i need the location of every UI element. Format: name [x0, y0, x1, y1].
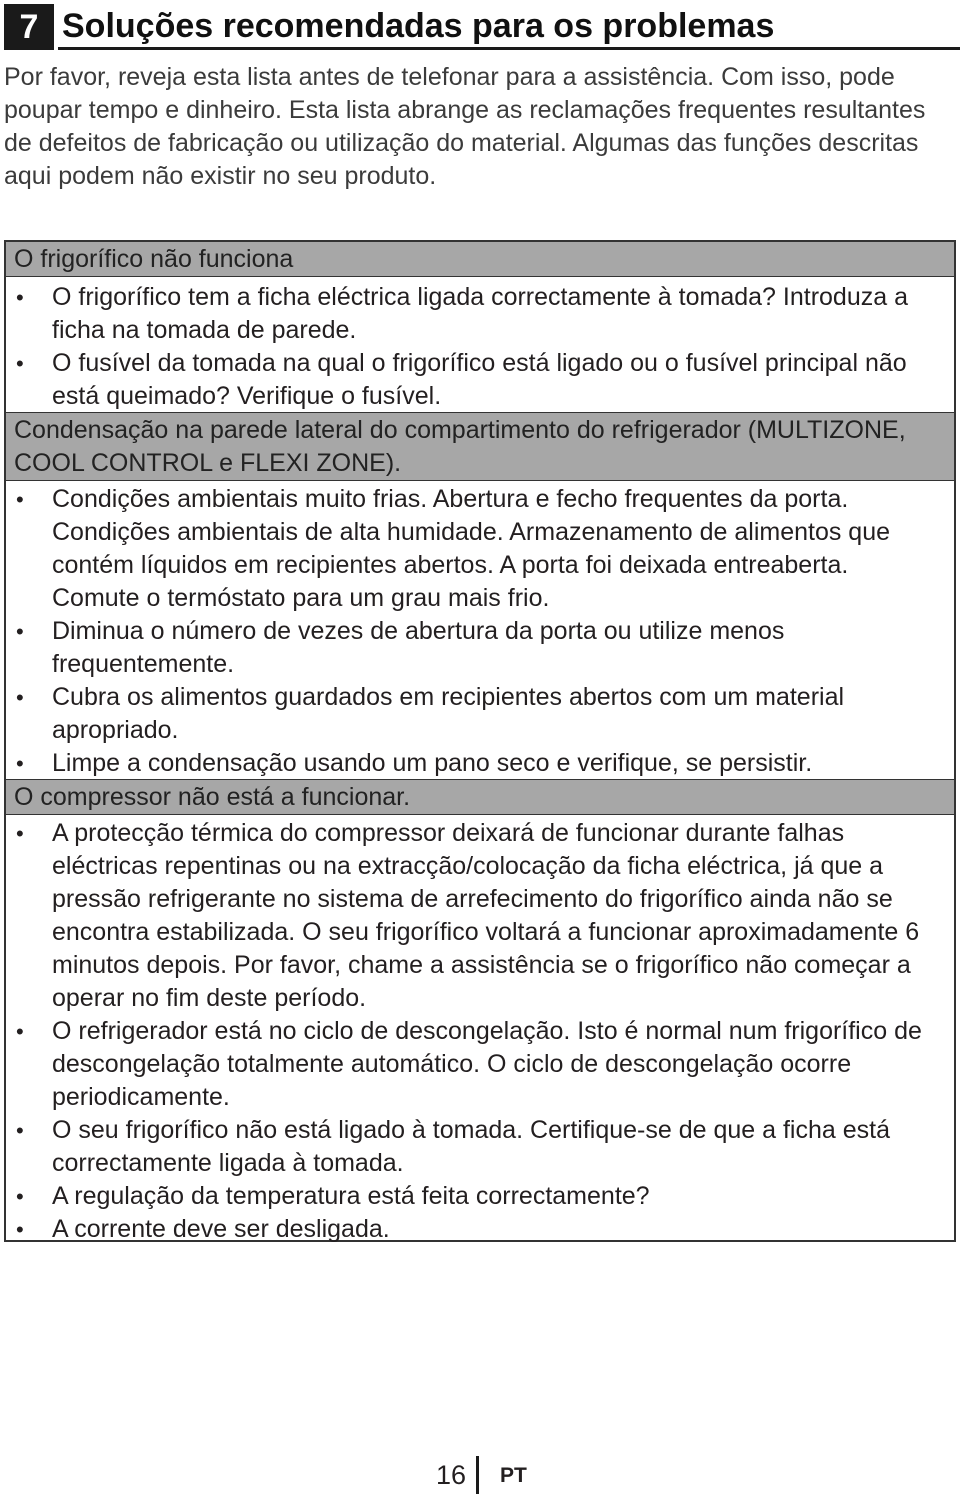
title-underline: [58, 47, 960, 50]
list-item: [6, 1015, 954, 1114]
list-item: [6, 1114, 954, 1180]
intro-paragraph: Por favor, reveja esta lista antes de telefonar para a assistência. Com isso, pode poupar tempo e dinheiro. Esta lista abrange as reclamações frequentes resultantes de defeitos de fabricação ou utilização do material. Algumas das funções descritas aqui podem não existir no seu produto.: [4, 63, 926, 190]
chapter-number: 7: [4, 4, 54, 50]
item-text: A corrente deve ser desligada.: [52, 1215, 390, 1243]
bullet-icon: •: [16, 1217, 24, 1242]
item-text: O refrigerador está no ciclo de descongelação. Isto é normal num frigorífico de descongelação totalmente automático. O ciclo de descongelação ocorre periodicamente.: [52, 1017, 922, 1111]
list-item: [6, 681, 954, 747]
chapter-header: [4, 4, 960, 50]
item-text: A regulação da temperatura está feita correctamente?: [52, 1182, 650, 1210]
item-text: Condições ambientais muito frias. Abertura e fecho frequentes da porta. Condições ambientais de alta humidade. Armazenamento de alimentos que contém líquidos em recipientes abertos. A porta foi deixada entreaberta. Comute o termóstato para um grau mais frio.: [52, 485, 891, 612]
section-heading-not-working: O frigorífico não funciona: [6, 242, 954, 277]
list-item: [6, 483, 954, 615]
bullet-icon: •: [16, 487, 24, 512]
item-text: A protecção térmica do compressor deixará de funcionar durante falhas eléctricas repentinas ou na extracção/colocação da ficha eléctrica, já que a pressão refrigerante no sistema de arrefecimento do frigorífico ainda não se encontra estabilizada. O seu frigorífico voltará a funcionar aproximadamente 6 minutos depois. Por favor, chame a assistência se o frigorífico não começar a operar no fim deste período.: [52, 819, 920, 1012]
item-text: O fusível da tomada na qual o frigorífico está ligado ou o fusível principal não está queimado? Verifique o fusível.: [52, 349, 907, 410]
section-heading-compressor: O compressor não está a funcionar.: [6, 779, 954, 815]
bullet-icon: •: [16, 751, 24, 776]
item-text: Cubra os alimentos guardados em recipientes abertos com um material apropriado.: [52, 683, 845, 744]
bullet-icon: •: [16, 685, 24, 710]
bullet-icon: •: [16, 1118, 24, 1143]
list-item: [6, 747, 954, 780]
list-item: [6, 615, 954, 681]
bullet-icon: •: [16, 619, 24, 644]
item-text: Diminua o número de vezes de abertura da porta ou utilize menos frequentemente.: [52, 617, 785, 678]
page-number: 16: [436, 1460, 467, 1490]
bullet-icon: •: [16, 821, 24, 846]
section-list-compressor: [6, 817, 954, 1246]
bullet-icon: •: [16, 1019, 24, 1044]
bullet-icon: •: [16, 285, 24, 310]
list-item: [6, 817, 954, 1015]
item-text: Limpe a condensação usando um pano seco e verifique, se persistir.: [52, 749, 813, 777]
section-heading-condensation: Condensação na parede lateral do compartimento do refrigerador (MULTIZONE, COOL CONTROL e FLEXI ZONE).: [6, 412, 954, 481]
footer-divider: [476, 1456, 479, 1494]
page-title: Soluções recomendadas para os problemas: [62, 7, 775, 45]
bullet-icon: •: [16, 1184, 24, 1209]
bullet-icon: •: [16, 351, 24, 376]
section-list-condensation: [6, 483, 954, 780]
item-text: O frigorífico tem a ficha eléctrica ligada correctamente à tomada? Introduza a ficha na tomada de parede.: [52, 283, 908, 344]
list-item: [6, 1180, 954, 1213]
list-item: [6, 1213, 954, 1246]
section-list-not-working: [6, 281, 954, 413]
list-item: [6, 347, 954, 413]
list-item: [6, 281, 954, 347]
language-code: PT: [500, 1464, 527, 1487]
troubleshooting-table: [4, 240, 956, 1242]
page-footer: [0, 1458, 960, 1494]
item-text: O seu frigorífico não está ligado à tomada. Certifique-se de que a ficha está correctamente ligada à tomada.: [52, 1116, 890, 1177]
